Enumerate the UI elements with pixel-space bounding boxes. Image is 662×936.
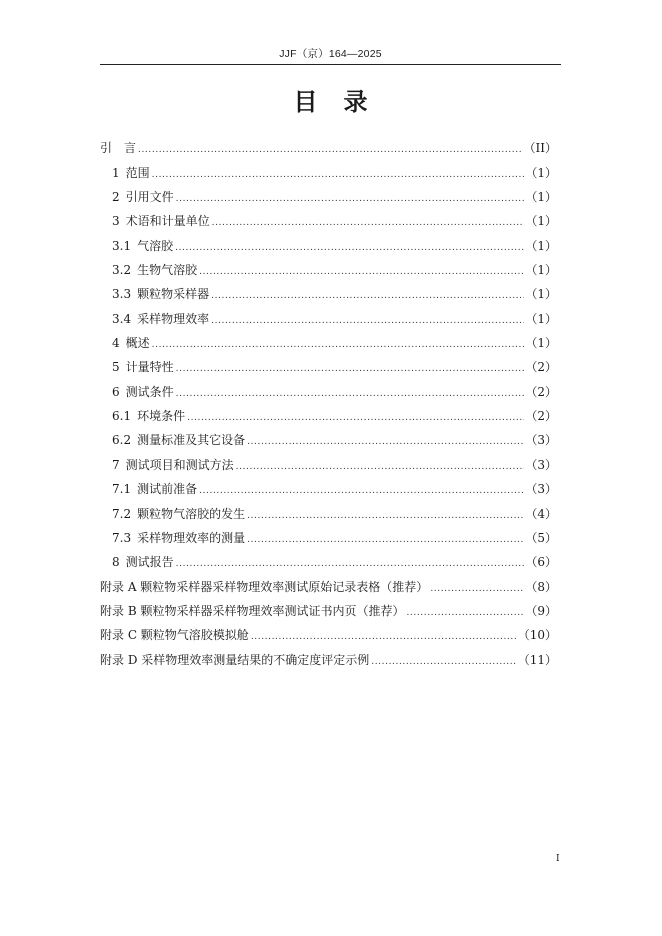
dot-leader xyxy=(251,623,517,647)
toc-entry-label xyxy=(100,648,370,672)
toc-entry-page: （II） xyxy=(523,141,557,156)
toc-entry-label xyxy=(112,331,151,355)
toc-entry[interactable] xyxy=(100,185,557,209)
toc-entry-number: 3 xyxy=(112,214,120,229)
toc-entry-page: （10） xyxy=(517,628,557,643)
toc-entry-text: 颗粒物气溶胶的发生 xyxy=(137,506,246,521)
toc-entry-page: （1） xyxy=(525,287,557,302)
toc-entry-page: （1） xyxy=(525,336,557,351)
dot-leader xyxy=(211,282,524,306)
dot-leader xyxy=(211,307,524,331)
toc-entry-label xyxy=(100,136,137,160)
toc-entry-number: 6.1 xyxy=(112,409,132,424)
toc-entry-label xyxy=(112,258,198,282)
toc-entry-text: 采样物理效率 xyxy=(137,311,210,326)
toc-entry-text: 附录 C 颗粒物气溶胶模拟舱 xyxy=(100,628,249,643)
dot-leader xyxy=(199,477,524,501)
toc-entry-label xyxy=(112,526,246,550)
toc-entry-text: 概述 xyxy=(125,336,150,351)
dot-leader xyxy=(236,453,525,477)
toc-entry-page: （1） xyxy=(525,165,557,180)
toc-entry[interactable] xyxy=(100,428,557,452)
toc-entry-number: 1 xyxy=(112,165,120,180)
toc-entry[interactable] xyxy=(100,623,557,647)
toc-entry[interactable] xyxy=(100,306,557,330)
toc-entry[interactable] xyxy=(100,258,557,282)
dot-leader xyxy=(152,331,525,355)
toc-entry-page: （1） xyxy=(525,311,557,326)
toc-entry-text: 附录 D 采样物理效率测量结果的不确定度评定示例 xyxy=(100,652,370,667)
toc-entry-number: 3.3 xyxy=(112,287,132,302)
toc-entry-page: （3） xyxy=(525,433,557,448)
toc-entry[interactable] xyxy=(100,233,557,257)
dot-leader xyxy=(138,136,523,160)
toc-entry-number: 3.4 xyxy=(112,311,132,326)
toc-entry[interactable] xyxy=(100,209,557,233)
toc-entry-text: 气溶胶 xyxy=(137,238,174,253)
toc-entry-number: 5 xyxy=(112,360,120,375)
toc-entry-text: 测试前准备 xyxy=(137,482,198,497)
dot-leader xyxy=(187,404,524,428)
dot-leader xyxy=(406,599,524,623)
toc-entry[interactable] xyxy=(100,404,557,428)
toc-entry-page: （8） xyxy=(525,579,557,594)
toc-entry[interactable] xyxy=(100,501,557,525)
table-of-contents xyxy=(100,136,557,672)
dot-leader xyxy=(176,550,525,574)
toc-entry-number: 7.2 xyxy=(112,506,132,521)
toc-entry[interactable] xyxy=(100,599,557,623)
toc-entry-text: 附录 B 颗粒物采样器采样物理效率测试证书内页（推荐） xyxy=(100,603,405,618)
toc-entry-text: 测试项目和测试方法 xyxy=(125,457,234,472)
dot-leader xyxy=(371,648,516,672)
toc-entry[interactable] xyxy=(100,477,557,501)
toc-entry-number: 3.2 xyxy=(112,263,132,278)
toc-entry-number: 6.2 xyxy=(112,433,132,448)
toc-entry[interactable] xyxy=(100,647,557,671)
toc-entry-text: 测试报告 xyxy=(125,555,174,570)
toc-entry-page: （1） xyxy=(525,238,557,253)
dot-leader xyxy=(199,258,524,282)
toc-entry-number: 6 xyxy=(112,384,120,399)
toc-entry-number: 8 xyxy=(112,555,120,570)
toc-entry-number: 7.3 xyxy=(112,530,132,545)
toc-entry-label xyxy=(112,307,210,331)
toc-entry-label xyxy=(112,380,175,404)
toc-entry[interactable] xyxy=(100,452,557,476)
toc-entry-label xyxy=(112,550,175,574)
toc-entry-label xyxy=(100,623,250,647)
toc-entry-text: 环境条件 xyxy=(137,409,186,424)
toc-entry-text: 颗粒物采样器 xyxy=(137,287,210,302)
dot-leader xyxy=(152,161,525,185)
toc-entry-text: 引用文件 xyxy=(125,190,174,205)
dot-leader xyxy=(247,526,524,550)
dot-leader xyxy=(176,355,525,379)
toc-entry-label xyxy=(112,428,246,452)
toc-entry-label xyxy=(112,453,235,477)
toc-entry-page: （1） xyxy=(525,214,557,229)
toc-entry-label xyxy=(112,355,175,379)
dot-leader xyxy=(176,185,525,209)
toc-entry-page: （11） xyxy=(517,652,557,667)
toc-entry[interactable] xyxy=(100,331,557,355)
dot-leader xyxy=(212,209,525,233)
dot-leader xyxy=(176,380,525,404)
toc-entry-page: （1） xyxy=(525,190,557,205)
toc-entry-text: 附录 A 颗粒物采样器采样物理效率测试原始记录表格（推荐） xyxy=(100,579,429,594)
running-header: JJF（京）164—2025 xyxy=(279,48,382,60)
toc-entry-page: （2） xyxy=(525,384,557,399)
page-number: I xyxy=(556,854,560,864)
toc-entry-label xyxy=(112,477,198,501)
toc-entry-text: 计量特性 xyxy=(125,360,174,375)
toc-entry[interactable] xyxy=(100,282,557,306)
toc-entry[interactable] xyxy=(100,550,557,574)
toc-entry[interactable] xyxy=(100,160,557,184)
dot-leader xyxy=(247,502,524,526)
toc-entry-text: 生物气溶胶 xyxy=(137,263,198,278)
toc-entry-number: 7.1 xyxy=(112,482,132,497)
header-rule xyxy=(100,64,561,65)
toc-entry-text: 采样物理效率的测量 xyxy=(137,530,246,545)
toc-entry[interactable] xyxy=(100,574,557,598)
toc-entry[interactable] xyxy=(100,379,557,403)
toc-entry-text: 测量标准及其它设备 xyxy=(137,433,246,448)
toc-entry-label xyxy=(112,282,210,306)
toc-entry-page: （3） xyxy=(525,457,557,472)
toc-entry-page: （9） xyxy=(525,603,557,618)
toc-entry-number: 3.1 xyxy=(112,238,132,253)
toc-entry-text: 术语和计量单位 xyxy=(125,214,210,229)
toc-entry-label xyxy=(112,209,211,233)
toc-entry-number: 7 xyxy=(112,457,120,472)
toc-entry-page: （4） xyxy=(525,506,557,521)
toc-entry-text: 范围 xyxy=(125,165,150,180)
toc-entry-number: 4 xyxy=(112,336,120,351)
page-title: 目录 xyxy=(293,88,394,116)
dot-leader xyxy=(175,234,524,258)
toc-entry-page: （6） xyxy=(525,555,557,570)
toc-entry-label xyxy=(112,502,246,526)
toc-entry-label xyxy=(112,404,186,428)
toc-entry-text: 测试条件 xyxy=(125,384,174,399)
toc-entry-page: （2） xyxy=(525,409,557,424)
toc-entry-page: （2） xyxy=(525,360,557,375)
toc-entry-label xyxy=(112,185,175,209)
toc-entry-page: （5） xyxy=(525,530,557,545)
toc-entry[interactable] xyxy=(100,136,557,160)
toc-entry-page: （1） xyxy=(525,263,557,278)
toc-entry-label xyxy=(112,161,151,185)
toc-entry-label xyxy=(100,599,405,623)
toc-entry-label xyxy=(112,234,174,258)
toc-entry[interactable] xyxy=(100,355,557,379)
toc-entry-number: 2 xyxy=(112,190,120,205)
dot-leader xyxy=(247,428,524,452)
toc-entry-label xyxy=(100,575,429,599)
dot-leader xyxy=(430,575,524,599)
toc-entry-text: 引 言 xyxy=(100,141,137,156)
toc-entry-page: （3） xyxy=(525,482,557,497)
toc-entry[interactable] xyxy=(100,526,557,550)
